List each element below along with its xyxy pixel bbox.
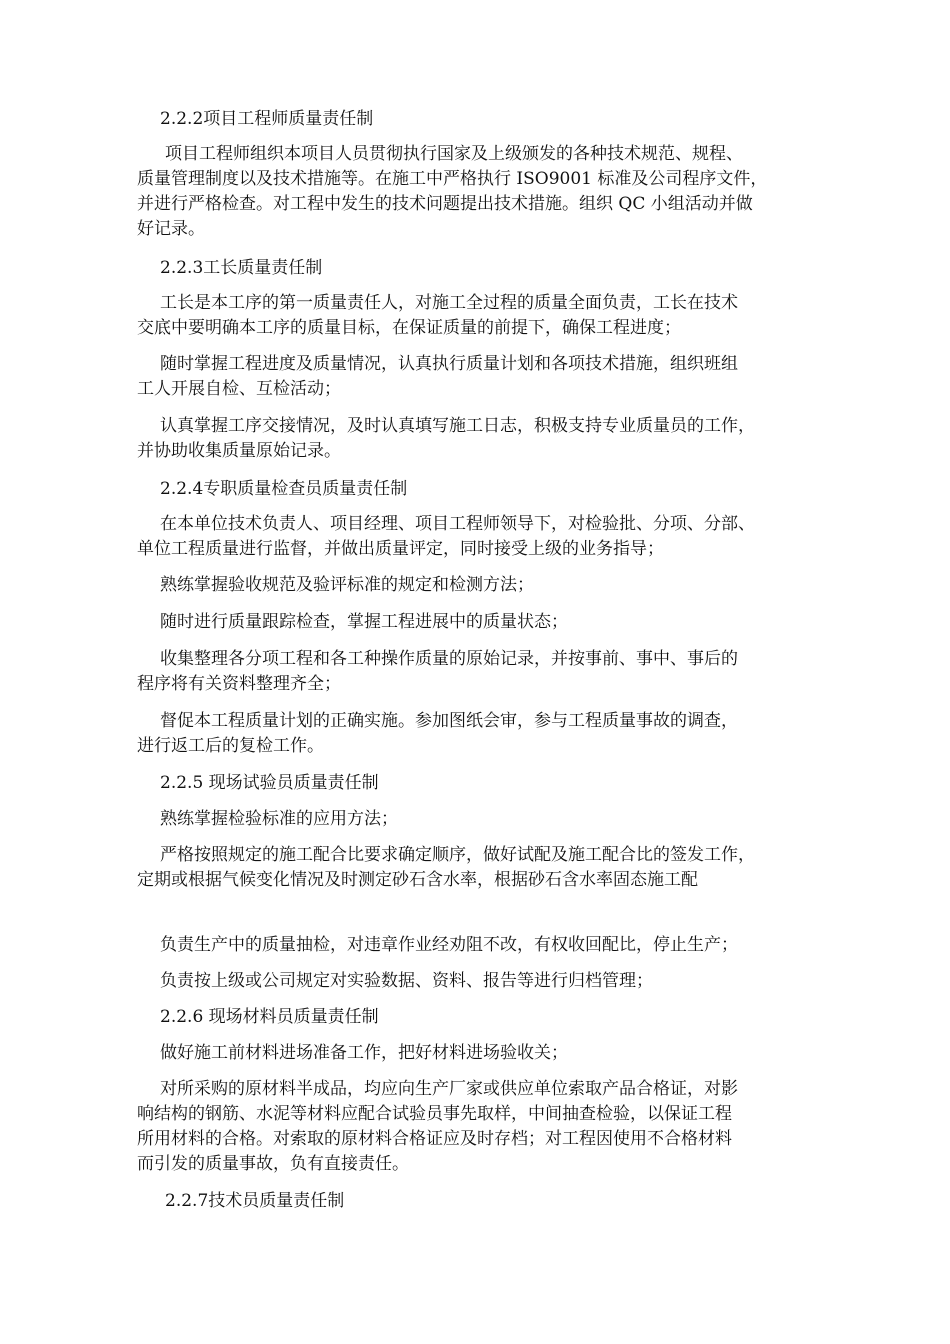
section-heading-2-2-2: 2.2.2项目工程师质量责任制: [160, 109, 374, 129]
paragraph: 负责生产中的质量抽检，对违章作业经劝阻不改，有权收回配比，停止生产；: [160, 935, 738, 955]
paragraph: 做好施工前材料进场准备工作，把好材料进场验收关；: [160, 1043, 568, 1063]
paragraph: 熟练掌握验收规范及验评标准的规定和检测方法；: [160, 575, 534, 595]
paragraph: 随时掌握工程进度及质量情况，认真执行质量计划和各项技术措施，组织班组 工人开展自检、互检活动；: [137, 354, 738, 399]
paragraph: 督促本工程质量计划的正确实施。参加图纸会审，参与工程质量事故的调查， 进行返工后的复检工作。: [137, 711, 738, 756]
paragraph: 项目工程师组织本项目人员贯彻执行国家及上级颁发的各种技术规范、规程、 质量管理制度以及技术措施等。在施工中严格执行 ISO9001 标准及公司程序文件， 并进行严格检查。对工程中发生的技术问题提出技术措施。组织 QC 小组活动并做 好记录。: [137, 144, 768, 239]
paragraph: 熟练掌握检验标准的应用方法；: [160, 809, 398, 829]
paragraph: 对所采购的原材料半成品，均应向生产厂家或供应单位索取产品合格证，对影 响结构的钢筋、水泥等材料应配合试验员事先取样，中间抽查检验，以保证工程 所用材料的合格。对索取的原材料合格证应及时存档；对工程因使用不合格材料 而引发的质量事故，负有直接责任。: [137, 1079, 738, 1174]
paragraph: 认真掌握工序交接情况，及时认真填写施工日志，积极支持专业质量员的工作， 并协助收集质量原始记录。: [137, 416, 755, 461]
paragraph: 收集整理各分项工程和各工种操作质量的原始记录，并按事前、事中、事后的 程序将有关资料整理齐全；: [137, 649, 738, 694]
section-heading-2-2-6: 2.2.6 现场材料员质量责任制: [160, 1007, 379, 1027]
section-heading-2-2-4: 2.2.4专职质量检查员质量责任制: [160, 479, 408, 499]
section-heading-2-2-5: 2.2.5 现场试验员质量责任制: [160, 773, 379, 793]
paragraph: 随时进行质量跟踪检查，掌握工程进展中的质量状态；: [160, 612, 568, 632]
paragraph: 工长是本工序的第一质量责任人，对施工全过程的质量全面负责，工长在技术 交底中要明确本工序的质量目标，在保证质量的前提下，确保工程进度；: [137, 293, 738, 338]
section-heading-2-2-7: 2.2.7技术员质量责任制: [165, 1191, 345, 1211]
section-heading-2-2-3: 2.2.3工长质量责任制: [160, 258, 323, 278]
paragraph: 严格按照规定的施工配合比要求确定顺序，做好试配及施工配合比的签发工作， 定期或根据气候变化情况及时测定砂石含水率，根据砂石含水率固态施工配: [137, 845, 755, 890]
paragraph: 在本单位技术负责人、项目经理、项目工程师领导下，对检验批、分项、分部、 单位工程质量进行监督，并做出质量评定，同时接受上级的业务指导；: [137, 514, 755, 559]
paragraph: 负责按上级或公司规定对实验数据、资料、报告等进行归档管理；: [160, 971, 653, 991]
